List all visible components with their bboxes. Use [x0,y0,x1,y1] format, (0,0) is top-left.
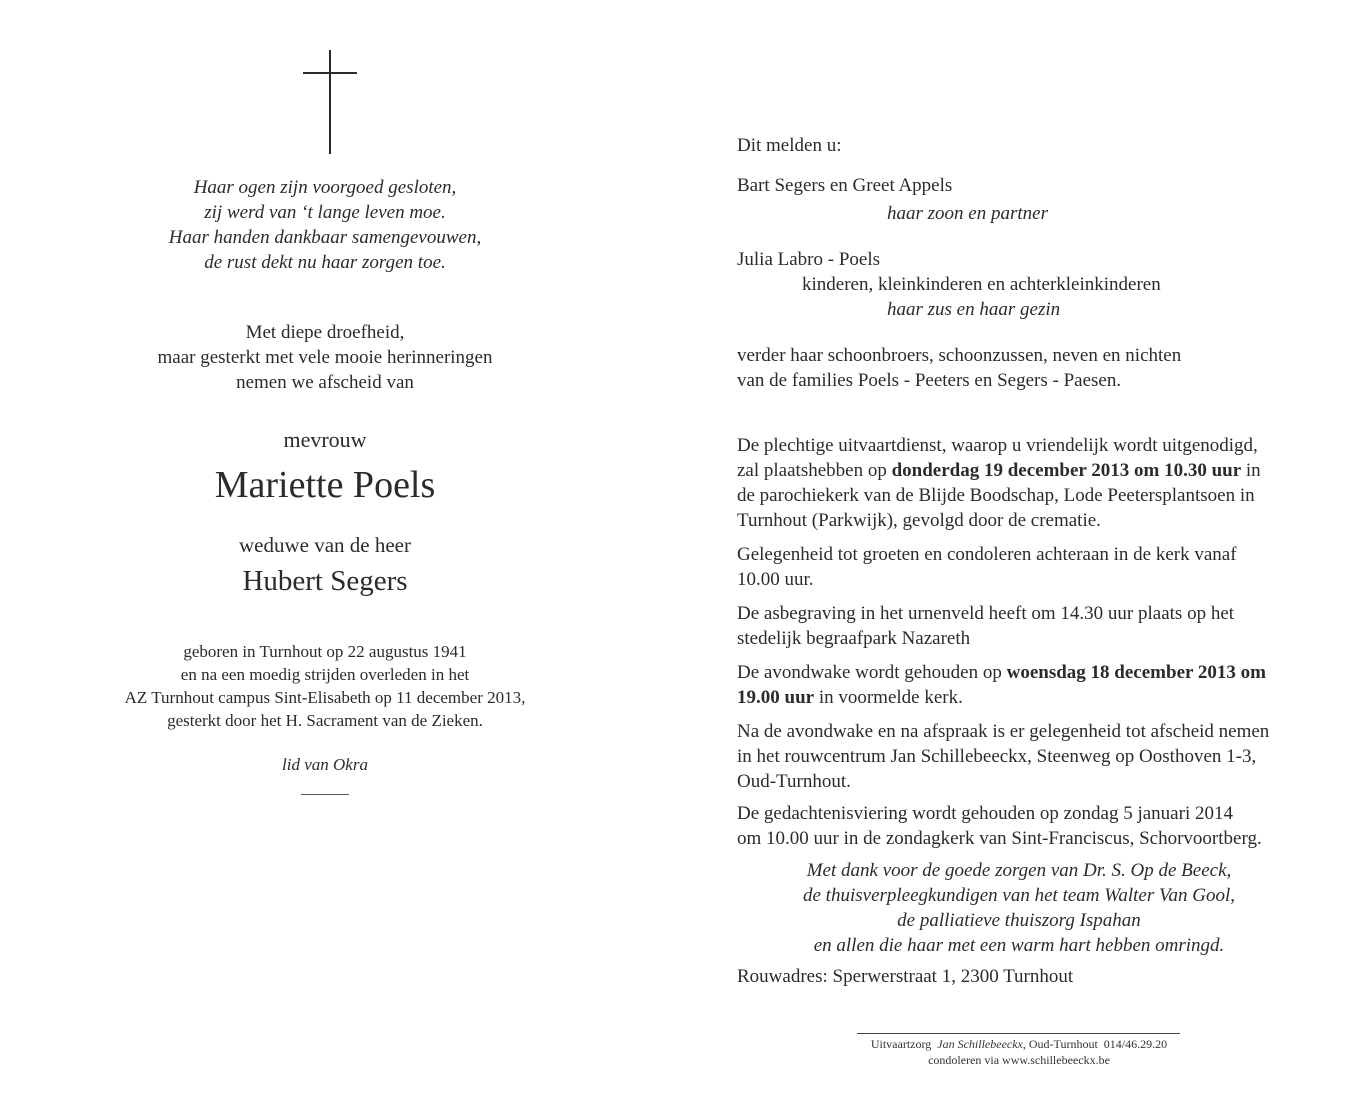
service-paragraph [737,433,1307,533]
family-sister-kids: kinderen, kleinkinderen en achterkleinkinderen [802,274,1161,295]
bio-line: AZ Turnhout campus Sint-Elisabeth op 11 december 2013, [124,688,526,707]
intro-line: maar gesterkt met vele mooie herinneringen [157,347,493,368]
footer-website: condoleren via www.schillebeeckx.be [928,1053,1110,1067]
farewell-line: Na de avondwake en na afspraak is er gelegenheid tot afscheid nemen [737,721,1270,742]
service-text: zal plaatshebben op [737,460,892,481]
membership: lid van Okra [282,755,368,774]
family-son-role: haar zoon en partner [887,203,1048,224]
deceased-name: Mariette Poels [214,464,436,506]
poem-line: zij werd van ‘t lange leven moe. [204,202,446,223]
honorific: mevrouw [283,427,367,452]
thanks-block [739,858,1299,958]
family-sister-role: haar zus en haar gezin [887,299,1061,320]
funeral-home-footer [830,1036,1208,1068]
family-others-line: van de families Poels - Peeters en Segers - Paesen. [737,370,1122,391]
bio-line: en na een moedig strijden overleden in het [180,665,470,684]
vigil-time: 19.00 uur [737,687,815,708]
vigil-paragraph [737,660,1307,710]
interment-line: stedelijk begraafpark Nazareth [737,628,971,649]
farewell-line: Oud-Turnhout. [737,771,851,792]
thanks-line: Met dank voor de goede zorgen van Dr. S. Op de Beeck, [806,860,1232,881]
interment-paragraph [737,601,1307,651]
vigil-text: in voormelde kerk. [814,687,963,708]
vigil-text: De avondwake wordt gehouden op [737,662,1007,683]
service-text: in [1241,460,1261,481]
interment-line: De asbegraving in het urnenveld heeft om 14.30 uur plaats op het [737,603,1235,624]
footer-divider [857,1033,1180,1034]
service-date: donderdag 19 december 2013 om 10.30 uur [891,460,1242,481]
mourning-address: Rouwadres: Sperwerstraat 1, 2300 Turnhout [737,966,1074,987]
footer-line [830,1036,1208,1052]
divider [301,794,349,795]
widow-of-label: weduwe van de heer [239,533,411,557]
cross-icon [303,50,357,154]
service-line [737,458,1307,483]
vigil-line [737,660,1307,685]
biography [100,640,550,732]
thanks-line: de palliatieve thuiszorg Ispahan [897,910,1141,931]
family-sister: Julia Labro - Poels [737,249,881,270]
farewell-paragraph [737,719,1307,794]
thanks-line: en allen die haar met een warm hart hebben omringd. [813,935,1225,956]
memorial-paragraph [737,801,1307,851]
service-line: Turnhout (Parkwijk), gevolgd door de crematie. [737,510,1101,531]
farewell-line: in het rouwcentrum Jan Schillebeeckx, Steenweg op Oosthoven 1-3, [737,746,1257,767]
announce-heading: Dit melden u: [737,135,842,156]
bio-line: gesterkt door het H. Sacrament van de Zieken. [167,711,483,730]
vigil-line [737,685,1307,710]
footer-phone: 014/46.29.20 [1103,1037,1168,1051]
intro-line: Met diepe droefheid, [245,322,405,343]
footer-label: Uitvaartzorg [870,1037,932,1051]
condolence-line: 10.00 uur. [737,569,814,590]
poem [100,175,550,275]
intro-line: nemen we afscheid van [236,372,414,393]
family-son: Bart Segers en Greet Appels [737,175,953,196]
memorial-line: om 10.00 uur in de zondagkerk van Sint-Franciscus, Schorvoortberg. [737,828,1262,849]
vigil-date: woensdag 18 december 2013 om [1006,662,1266,683]
condolence-paragraph [737,542,1307,592]
family-others-line: verder haar schoonbroers, schoonzussen, neven en nichten [737,345,1182,366]
thanks-line: de thuisverpleegkundigen van het team Walter Van Gool, [803,885,1235,906]
service-line: de parochiekerk van de Blijde Boodschap, Lode Peetersplantsoen in [737,485,1255,506]
intro-text [100,320,550,395]
poem-line: de rust dekt nu haar zorgen toe. [204,252,446,273]
poem-line: Haar ogen zijn voorgoed gesloten, [193,177,457,198]
bio-line: geboren in Turnhout op 22 augustus 1941 [183,642,467,661]
footer-company: Jan Schillebeeckx [937,1037,1023,1051]
memorial-line: De gedachtenisviering wordt gehouden op zondag 5 januari 2014 [737,803,1233,824]
poem-line: Haar handen dankbaar samengevouwen, [168,227,482,248]
husband-name: Hubert Segers [242,565,408,597]
footer-place: , Oud-Turnhout [1022,1037,1098,1051]
condolence-line: Gelegenheid tot groeten en condoleren achteraan in de kerk vanaf [737,544,1237,565]
service-line: De plechtige uitvaartdienst, waarop u vriendelijk wordt uitgenodigd, [737,435,1258,456]
